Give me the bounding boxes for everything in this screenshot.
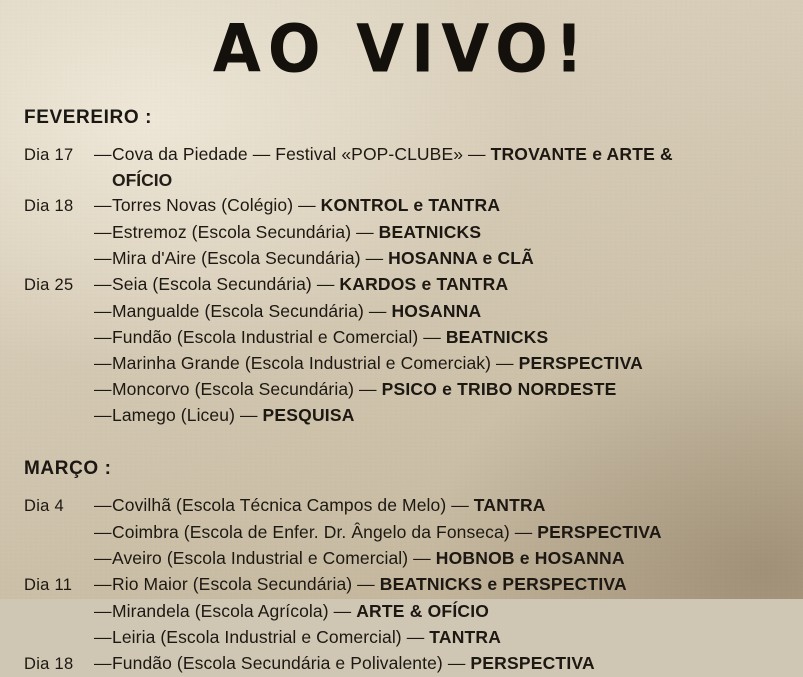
listing-venue: Coimbra (Escola de Enfer. Dr. Ângelo da Fonseca) —	[112, 522, 538, 542]
listing-row	[24, 298, 803, 324]
listing-acts: ARTE & OFÍCIO	[356, 601, 490, 621]
listing-entry	[112, 598, 803, 624]
listing-acts: KARDOS e TANTRA	[339, 274, 509, 294]
listing-acts: PESQUISA	[262, 405, 355, 425]
listing-row	[24, 598, 803, 624]
listing-row	[24, 519, 803, 545]
listing-dash: —	[94, 522, 112, 542]
listing-dash: —	[94, 574, 112, 594]
listing-entry	[112, 271, 803, 297]
listing-acts: TROVANTE e ARTE &	[490, 144, 673, 164]
listing-entry	[112, 624, 803, 650]
listing-dash: —	[94, 405, 112, 425]
listing-venue: Estremoz (Escola Secundária) —	[112, 222, 379, 242]
listing-row	[24, 350, 803, 376]
page-title: AO VIVO!	[212, 10, 591, 88]
listing-row	[24, 571, 803, 598]
listing-acts: PERSPECTIVA	[470, 653, 595, 673]
listing-venue: Aveiro (Escola Industrial e Comercial) —	[112, 548, 436, 568]
listing-entry	[112, 402, 803, 428]
section-heading-marco: MARÇO :	[24, 458, 112, 479]
listing-group-marco	[24, 492, 803, 677]
listing-entry	[112, 350, 803, 376]
listing-dash: —	[94, 222, 112, 242]
listing-entry	[112, 519, 803, 545]
listing-acts: HOSANNA	[391, 301, 482, 321]
section-heading-fevereiro: FEVEREIRO :	[24, 107, 153, 128]
listing-acts: TANTRA	[429, 627, 502, 647]
listing-acts: TANTRA	[473, 495, 546, 515]
listing-entry	[112, 245, 803, 271]
listing-venue: Cova da Piedade — Festival «POP-CLUBE» —	[112, 144, 491, 164]
listing-acts: PERSPECTIVA	[537, 522, 662, 542]
listing-entry	[112, 492, 803, 518]
listing-dash: —	[94, 301, 112, 321]
listing-acts: BEATNICKS	[378, 222, 482, 242]
listing-date: Dia 18	[24, 197, 74, 215]
listing-venue: Marinha Grande (Escola Industrial e Comerciak) —	[112, 353, 519, 373]
listing-entry	[112, 650, 803, 676]
listing-acts: HOSANNA e CLÃ	[388, 248, 535, 268]
listing-date: Dia 11	[24, 576, 73, 594]
listing-row	[24, 192, 803, 219]
listing-row	[24, 650, 803, 677]
listing-entry	[112, 219, 803, 245]
listing-row	[24, 545, 803, 571]
listing-venue: Rio Maior (Escola Secundária) —	[112, 574, 380, 594]
listing-entry	[112, 192, 803, 218]
listing-dash: —	[94, 379, 112, 399]
listing-dash: —	[94, 353, 112, 373]
listing-venue: Leiria (Escola Industrial e Comercial) —	[112, 627, 430, 647]
listing-venue: Mirandela (Escola Agrícola) —	[112, 601, 357, 621]
listing-row	[24, 376, 803, 402]
listing-entry	[112, 324, 803, 350]
listing-acts: HOBNOB e HOSANNA	[435, 548, 625, 568]
listing-entry	[112, 141, 803, 167]
listing-acts: PERSPECTIVA	[518, 353, 643, 373]
listing-row	[24, 219, 803, 245]
listing-venue: Mira d'Aire (Escola Secundária) —	[112, 248, 389, 268]
listing-acts: KONTROL e TANTRA	[320, 195, 501, 215]
listing-row	[24, 492, 803, 519]
listing-row	[24, 141, 803, 168]
listing-dash: —	[94, 627, 112, 647]
listing-wrap-line	[112, 168, 803, 192]
listing-dash: —	[94, 548, 112, 568]
listing-dash: —	[94, 144, 112, 164]
listing-dash: —	[94, 653, 112, 673]
listing-dash: —	[94, 248, 112, 268]
listing-dash: —	[94, 601, 112, 621]
listing-wrap-text: OFÍCIO	[112, 170, 173, 190]
listing-acts: BEATNICKS e PERSPECTIVA	[379, 574, 627, 594]
listing-venue: Fundão (Escola Industrial e Comercial) —	[112, 327, 446, 347]
listing-venue: Covilhã (Escola Técnica Campos de Melo) —	[112, 495, 474, 515]
listing-row	[24, 324, 803, 350]
listing-date: Dia 18	[24, 655, 74, 673]
listing-date: Dia 4	[24, 497, 65, 515]
listing-date: Dia 25	[24, 276, 74, 294]
listing-entry	[112, 376, 803, 402]
listing-row	[24, 245, 803, 271]
listing-entry	[112, 545, 803, 571]
listing-row	[24, 271, 803, 298]
listing-group-fevereiro	[24, 141, 803, 428]
listing-venue: Mangualde (Escola Secundária) —	[112, 301, 392, 321]
listing-dash: —	[94, 274, 112, 294]
listing-acts: BEATNICKS	[445, 327, 549, 347]
listing-row	[24, 402, 803, 428]
listing-row	[24, 624, 803, 650]
listing-venue: Fundão (Escola Secundária e Polivalente) —	[112, 653, 471, 673]
listing-dash: —	[94, 327, 112, 347]
listing-venue: Lamego (Liceu) —	[112, 405, 263, 425]
listing-dash: —	[94, 195, 112, 215]
listing-acts: PSICO e TRIBO NORDESTE	[381, 379, 617, 399]
listing-entry	[112, 298, 803, 324]
listing-venue: Moncorvo (Escola Secundária) —	[112, 379, 382, 399]
listing-venue: Seia (Escola Secundária) —	[112, 274, 340, 294]
listing-entry	[112, 571, 803, 597]
listing-date: Dia 17	[24, 146, 74, 164]
listing-dash: —	[94, 495, 112, 515]
listing-venue: Torres Novas (Colégio) —	[112, 195, 321, 215]
